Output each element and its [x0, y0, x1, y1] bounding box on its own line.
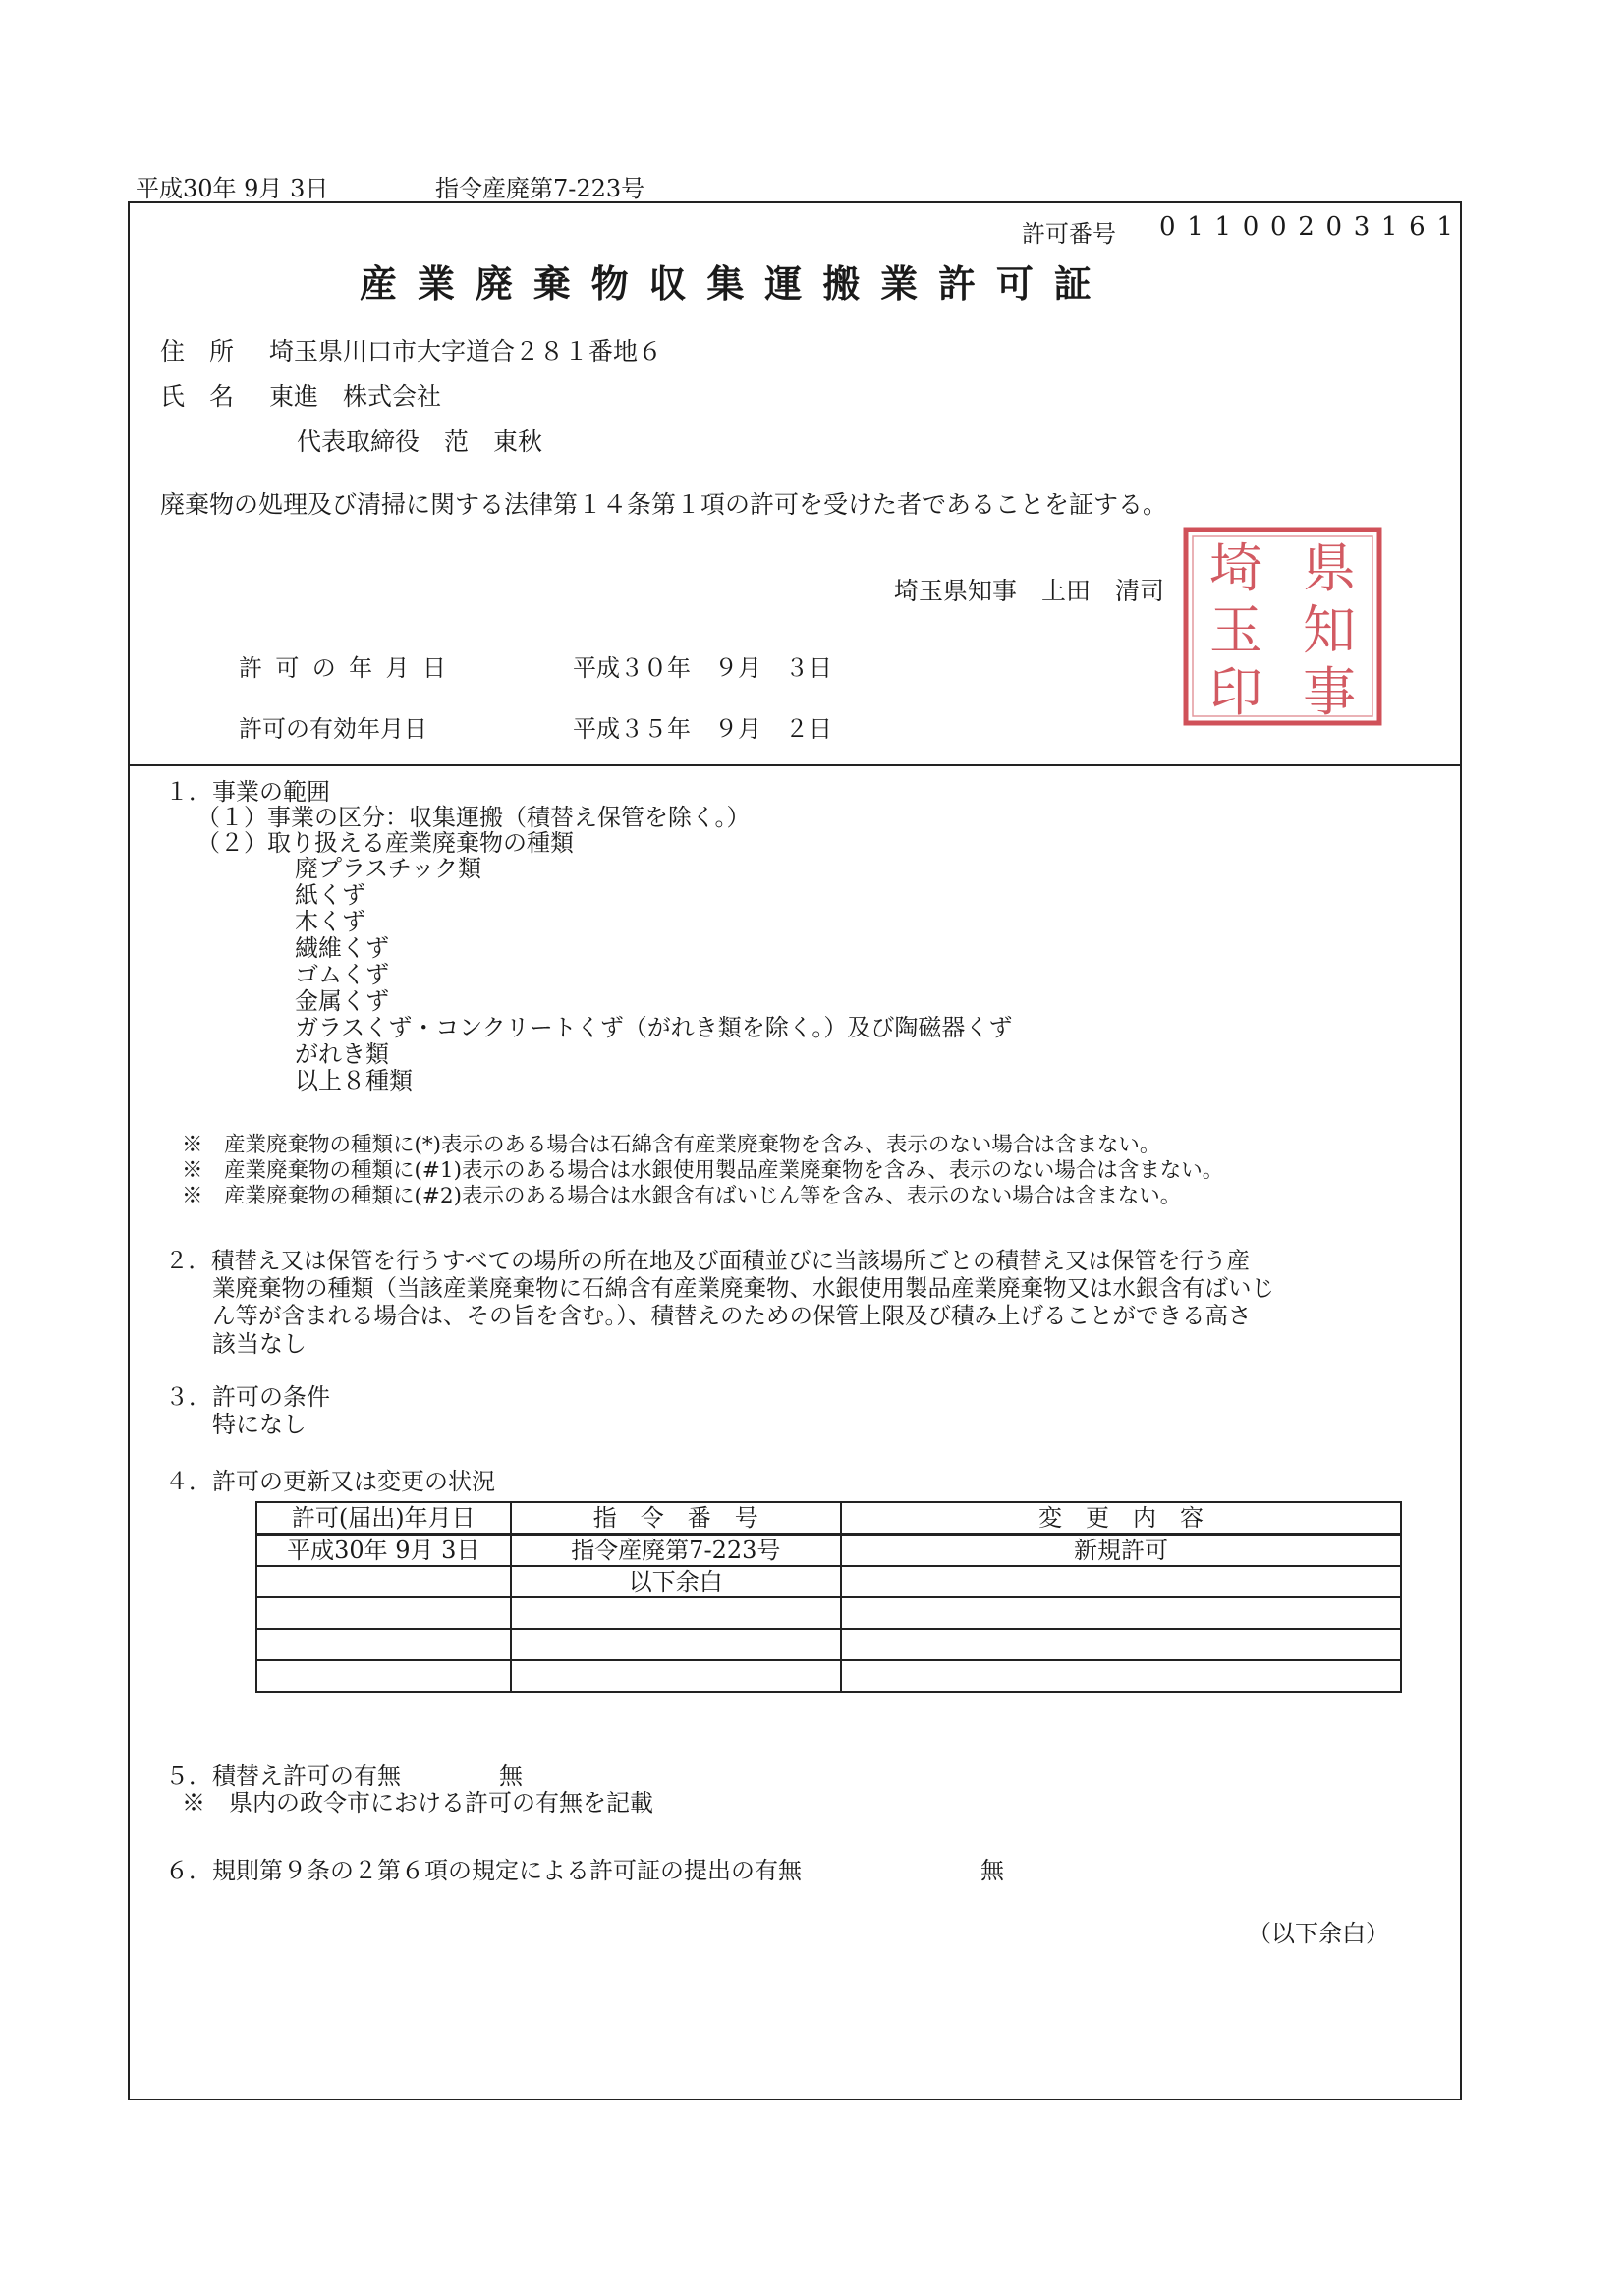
permit-history-table — [255, 1501, 1402, 1693]
official-seal-icon — [1182, 526, 1383, 727]
table-cell — [256, 1597, 511, 1629]
section5-value: 無 — [499, 1763, 523, 1790]
table-header-cell: 許可(届出)年月日 — [256, 1502, 511, 1535]
svg-text:事: 事 — [1303, 661, 1356, 723]
svg-text:印: 印 — [1209, 661, 1262, 723]
closing-note: （以下余白） — [1248, 1920, 1389, 1947]
waste-type-item: ゴムくず — [295, 961, 389, 988]
address-label: 住 所 — [160, 337, 235, 365]
waste-type-total: 以上８種類 — [295, 1067, 413, 1094]
table-cell — [511, 1597, 841, 1629]
svg-text:埼: 埼 — [1209, 537, 1262, 599]
issuer: 埼玉県知事 上田 清司 — [894, 577, 1165, 605]
section1-item2: （２）取り扱える産業廃棄物の種類 — [196, 829, 574, 857]
table-cell: 新規許可 — [841, 1535, 1401, 1567]
directive-number: 指令産廃第7-223号 — [435, 175, 645, 202]
table-cell — [841, 1597, 1401, 1629]
certificate-title: 産業廃棄物収集運搬業許可証 — [360, 261, 1112, 306]
table-cell — [256, 1629, 511, 1660]
table-cell — [841, 1660, 1401, 1692]
section1-item1: （１）事業の区分：収集運搬（積替え保管を除く。） — [196, 804, 751, 831]
section6-value: 無 — [980, 1857, 1004, 1884]
section2-text-line: ２．積替え又は保管を行うすべての場所の所在地及び面積並びに当該場所ごとの積替え又は保管を行う産 — [165, 1247, 1251, 1274]
section5-note: ※ 県内の政令市における許可の有無を記載 — [182, 1789, 653, 1817]
company-name: 東進 株式会社 — [269, 382, 442, 411]
section2-text-line: ん等が含まれる場合は、その旨を含む。）、積替えのための保管上限及び積み上げることができる高さ — [212, 1302, 1252, 1329]
table-cell — [256, 1660, 511, 1692]
section5-heading: ５．積替え許可の有無 — [165, 1763, 401, 1790]
section2-value: 該当なし — [212, 1330, 307, 1358]
table-row — [256, 1566, 1401, 1597]
permit-date-label: 許 可 の 年 月 日 — [239, 654, 449, 682]
section1-note: ※ 産業廃棄物の種類に(*)表示のある場合は石綿含有産業廃棄物を含み、表示のない場合は含まない。 — [182, 1133, 1161, 1157]
permit-date: 平成３０年 ９月 ３日 — [573, 654, 832, 682]
table-row — [256, 1660, 1401, 1692]
table-cell — [841, 1566, 1401, 1597]
table-row — [256, 1597, 1401, 1629]
waste-type-item: 繊維くず — [295, 934, 389, 962]
valid-until-label: 許可の有効年月日 — [239, 715, 427, 743]
section1-heading: １．事業の範囲 — [165, 778, 330, 806]
table-header-cell: 指 令 番 号 — [511, 1502, 841, 1535]
permit-number-label: 許可番号 — [1022, 220, 1116, 248]
table-cell: 平成30年 9月 3日 — [256, 1535, 511, 1567]
table-header-cell: 変 更 内 容 — [841, 1502, 1401, 1535]
waste-type-item: 廃プラスチック類 — [295, 855, 482, 882]
valid-until-date: 平成３５年 ９月 ２日 — [573, 715, 832, 743]
svg-text:県: 県 — [1303, 537, 1356, 599]
section1-note: ※ 産業廃棄物の種類に(#1)表示のある場合は水銀使用製品産業廃棄物を含み、表示のない場合は含まない。 — [182, 1158, 1224, 1183]
section1-note: ※ 産業廃棄物の種類に(#2)表示のある場合は水銀含有ばいじん等を含み、表示のない場合は含まない。 — [182, 1184, 1182, 1208]
section2-text-line: 業廃棄物の種類（当該産業廃棄物に石綿含有産業廃棄物、水銀使用製品産業廃棄物又は水銀含有ばいじ — [212, 1274, 1274, 1302]
issue-date: 平成30年 9月 3日 — [136, 175, 329, 202]
name-label: 氏 名 — [160, 382, 235, 411]
certification-text: 廃棄物の処理及び清掃に関する法律第１４条第１項の許可を受けた者であることを証する。 — [160, 490, 1168, 519]
section6-heading: ６．規則第９条の２第６項の規定による許可証の提出の有無 — [165, 1857, 802, 1884]
waste-type-item: がれき類 — [295, 1040, 389, 1068]
section4-heading: ４．許可の更新又は変更の状況 — [165, 1468, 495, 1495]
svg-text:玉: 玉 — [1209, 599, 1262, 661]
table-cell — [256, 1566, 511, 1597]
permit-number: 01100203161 — [1159, 212, 1465, 242]
address: 埼玉県川口市大字道合２８１番地６ — [269, 337, 663, 365]
table-row — [256, 1535, 1401, 1567]
section-divider — [128, 764, 1462, 766]
svg-text:知: 知 — [1303, 599, 1356, 661]
table-header-row — [256, 1502, 1401, 1535]
representative: 代表取締役 范 東秋 — [297, 427, 543, 456]
table-cell: 以下余白 — [511, 1566, 841, 1597]
section3-value: 特になし — [212, 1411, 307, 1438]
table-row — [256, 1629, 1401, 1660]
section3-heading: ３．許可の条件 — [165, 1383, 330, 1411]
waste-type-item: 木くず — [295, 908, 365, 935]
waste-type-item: 金属くず — [295, 987, 389, 1015]
table-cell — [511, 1629, 841, 1660]
waste-type-item: 紙くず — [295, 881, 365, 909]
table-cell: 指令産廃第7-223号 — [511, 1535, 841, 1567]
table-cell — [841, 1629, 1401, 1660]
waste-type-item: ガラスくず・コンクリートくず（がれき類を除く。）及び陶磁器くず — [295, 1014, 1013, 1041]
table-cell — [511, 1660, 841, 1692]
